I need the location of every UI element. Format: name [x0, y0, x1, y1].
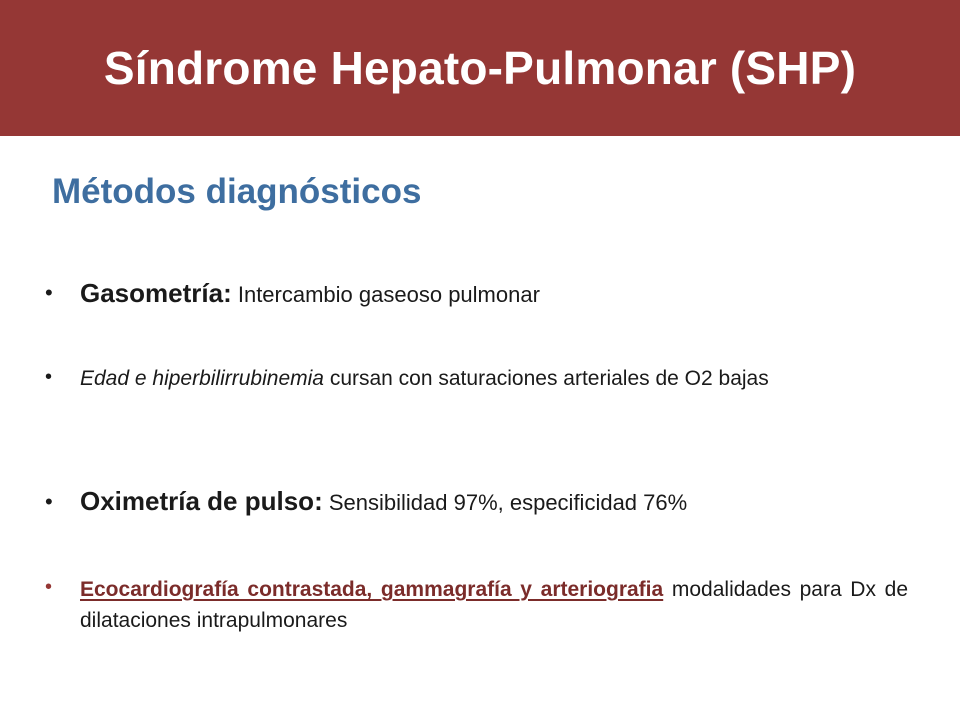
bullet-body: Intercambio gaseoso pulmonar — [231, 282, 540, 307]
bullet-lead: Gasometría: — [80, 278, 232, 308]
bullet-dot-icon: • — [45, 576, 53, 598]
bullet-lead: Oximetría de pulso: — [80, 486, 323, 516]
bullet-dot-icon: • — [45, 366, 53, 388]
bullet-lead: Edad e hiperbilirrubinemia — [80, 367, 324, 390]
bullet-gasometria — [45, 278, 908, 309]
bullet-text — [80, 278, 908, 309]
bullet-oximetria — [45, 486, 908, 517]
bullet-dot-icon: • — [45, 280, 53, 305]
slide-title: Síndrome Hepato-Pulmonar (SHP) — [103, 42, 857, 94]
bullet-text — [80, 364, 908, 394]
bullet-dot-icon: • — [45, 489, 53, 514]
bullet-body: modalidades para Dx de dilataciones intrapulmonares — [80, 578, 908, 632]
slide-subtitle: Métodos diagnósticos — [52, 172, 422, 211]
bullet-text — [80, 574, 908, 636]
bullet-body: Sensibilidad 97%, especificidad 76% — [322, 490, 688, 515]
bullet-edad — [45, 364, 908, 394]
bullet-lead: Ecocardiografía contrastada, gammagrafía y arteriografia — [80, 578, 664, 601]
bullet-text — [80, 486, 908, 517]
title-bar — [0, 0, 960, 136]
bullet-ecocardiografia — [45, 574, 908, 636]
bullet-body: cursan con saturaciones arteriales de O2 bajas — [323, 367, 769, 390]
